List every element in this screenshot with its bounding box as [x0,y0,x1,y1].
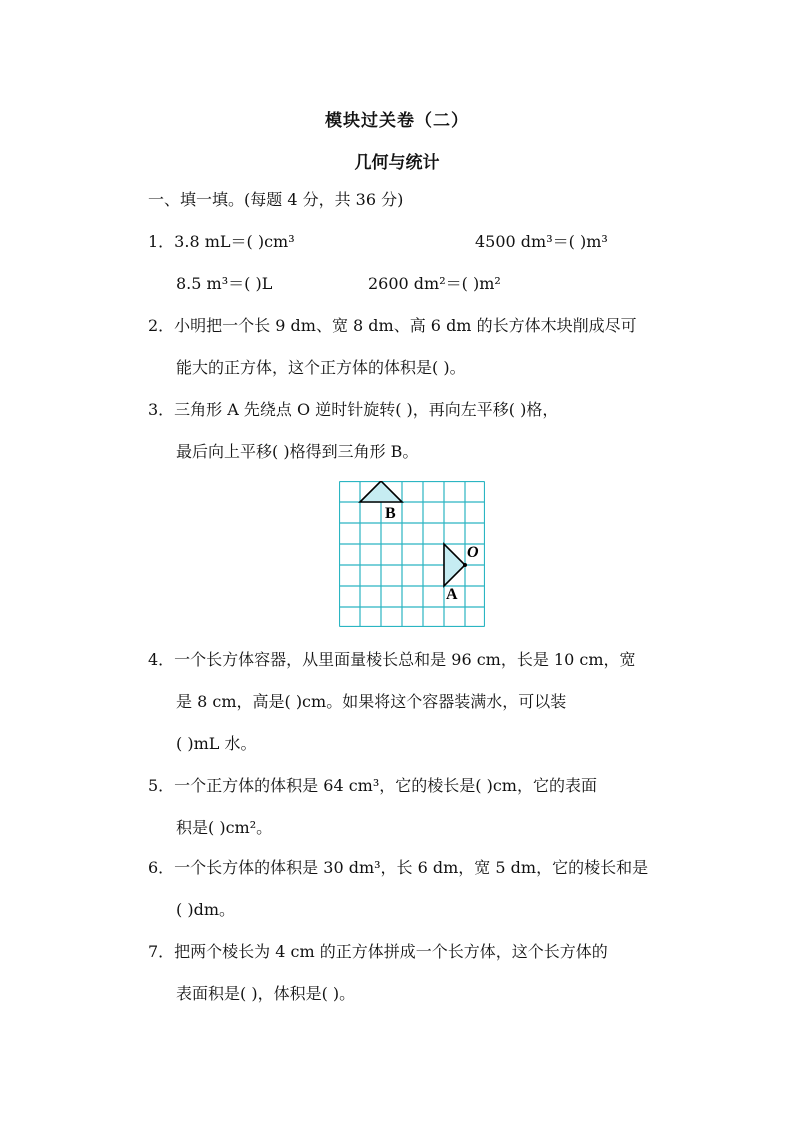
q5-line-1: 5．一个正方体的体积是 64 cm³，它的棱长是( )cm，它的表面 [148,776,597,795]
q4-line-2: 是 8 cm，高是( )cm。如果将这个容器装满水，可以装 [176,692,567,711]
grid-svg [339,481,485,627]
q1-part-b: 4500 dm³＝( )m³ [475,232,608,251]
page-title: 模块过关卷（二） [325,111,469,131]
q3-line-2: 最后向上平移( )格得到三角形 B。 [176,442,419,461]
q4-line-3: ( )mL 水。 [176,734,257,753]
label-o: O [467,544,479,561]
q1-part-d: 2600 dm²＝( )m² [368,274,501,293]
q7-line-2: 表面积是( )，体积是( )。 [176,984,356,1003]
label-b: B [385,505,396,522]
q7-line-1: 7．把两个棱长为 4 cm 的正方体拼成一个长方体，这个长方体的 [148,942,608,961]
q1-part-c: 8.5 m³＝( )L [176,274,273,293]
triangle-a [444,544,465,586]
q6-line-1: 6．一个长方体的体积是 30 dm³，长 6 dm，宽 5 dm，它的棱长和是 [148,858,649,877]
q2-line-1: 2．小明把一个长 9 dm、宽 8 dm、高 6 dm 的长方体木块削成尽可 [148,316,637,335]
q5-line-2: 积是( )cm²。 [176,818,273,837]
grid-lines [340,482,485,627]
page-subtitle: 几何与统计 [354,153,440,173]
point-o [463,563,467,567]
label-a: A [446,586,458,603]
section-heading: 一、填一填。(每题 4 分，共 36 分) [148,190,404,209]
q4-line-1: 4．一个长方体容器，从里面量棱长总和是 96 cm，长是 10 cm，宽 [148,650,636,669]
q6-line-2: ( )dm。 [176,900,235,919]
triangle-b [360,481,402,502]
rotation-figure [339,481,485,631]
q3-line-1: 3．三角形 A 先绕点 O 逆时针旋转( )，再向左平移( )格， [148,400,559,419]
q1-part-a: 1．3.8 mL＝( )cm³ [148,232,295,251]
q2-line-2: 能大的正方体，这个正方体的体积是( )。 [176,358,466,377]
